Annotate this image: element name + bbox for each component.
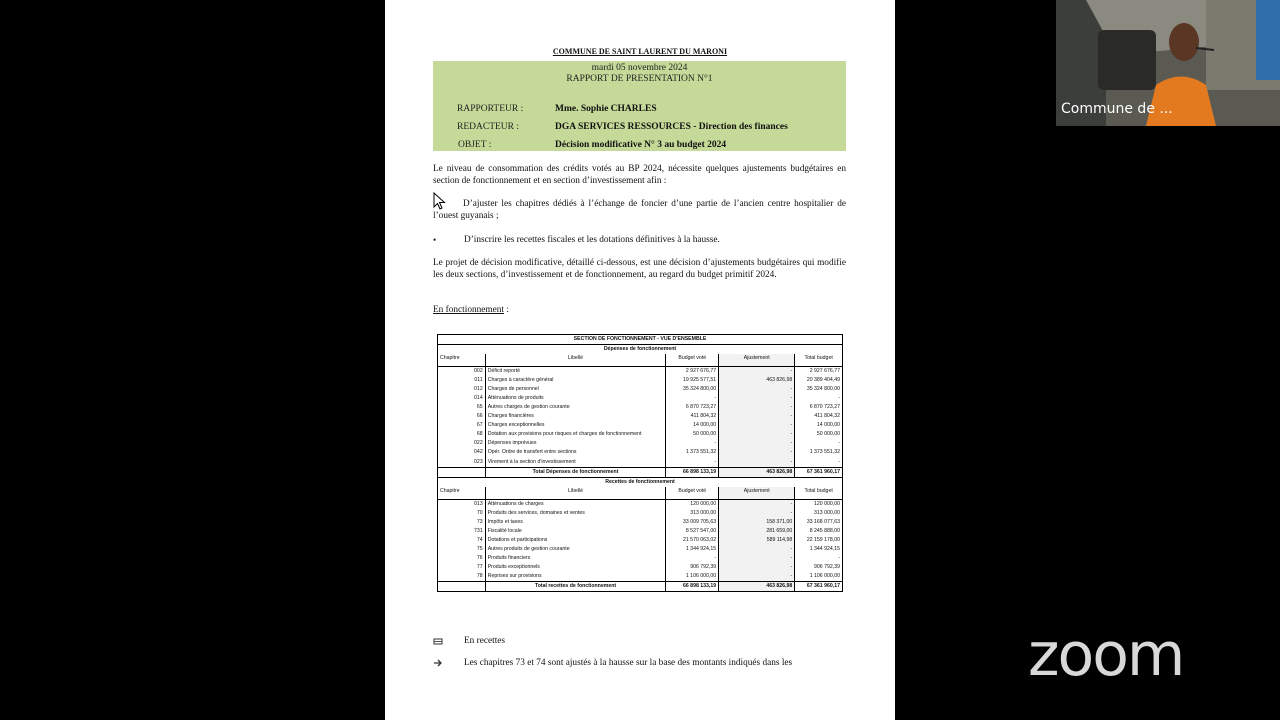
table-row <box>438 430 843 439</box>
table-cell: - <box>666 394 719 403</box>
bullet-item-2: D’inscrire les recettes fiscales et les dotations définitives à la hausse. <box>464 235 720 245</box>
depenses-total-row-ajustement: 463 826,98 <box>719 467 795 477</box>
last-line: Les chapitres 73 et 74 sont ajustés à la hausse sur la base des montants indiqués dans les <box>464 658 793 668</box>
table-row <box>438 545 843 554</box>
box-bullet-icon <box>433 637 444 646</box>
recettes-column-header <box>438 487 843 500</box>
recettes-total-row-cell <box>438 582 486 592</box>
depenses-column-header <box>438 354 843 367</box>
table-cell: - <box>795 554 843 563</box>
table-cell: - <box>719 554 795 563</box>
table-row <box>438 458 843 468</box>
table-cell: - <box>719 563 795 572</box>
table-cell: 2 927 676,77 <box>795 367 843 377</box>
table-cell: - <box>719 499 795 509</box>
table-cell: 33 009 705,63 <box>666 518 719 527</box>
depenses-total-row-cell <box>438 467 486 477</box>
recettes-col-4: Total budget <box>795 487 843 500</box>
objet-value: Décision modificative N° 3 au budget 2024 <box>555 140 727 150</box>
table-cell: - <box>719 421 795 430</box>
table-cell: 76 <box>438 554 486 563</box>
table-cell: Fiscalité locale <box>485 527 666 536</box>
arrow-bullet-icon <box>433 659 443 668</box>
rapporteur-label: RAPPORTEUR : <box>457 104 524 114</box>
table-cell: 77 <box>438 563 486 572</box>
depenses-col-4: Total budget <box>795 354 843 367</box>
table-cell: - <box>719 430 795 439</box>
table-cell: - <box>719 394 795 403</box>
table-cell: 6 870 723,27 <box>795 403 843 412</box>
table-cell: - <box>719 448 795 457</box>
table-cell: - <box>719 458 795 468</box>
report-title: RAPPORT DE PRESENTATION N°1 <box>566 74 713 84</box>
table-cell: 75 <box>438 545 486 554</box>
table-cell: 120 000,00 <box>666 499 719 509</box>
recettes-title <box>438 477 843 487</box>
table-cell: Atténuations de produits <box>485 394 666 403</box>
table-row <box>438 367 843 377</box>
table-cell: Reprises sur provisions <box>485 572 666 582</box>
recettes-total-row-label: Total recettes de fonctionnement <box>485 582 666 592</box>
table-cell: 19 925 577,51 <box>666 376 719 385</box>
bullet-mark: • <box>433 235 437 245</box>
table-cell: 14 000,00 <box>666 421 719 430</box>
table-cell: 1 106 000,00 <box>795 572 843 582</box>
recettes-col-3: Ajustement <box>719 487 795 500</box>
recettes-col-0: Chapitre <box>438 487 486 500</box>
table-cell: - <box>666 554 719 563</box>
table-cell: Produits exceptionnels <box>485 563 666 572</box>
table-cell: 22 159 178,00 <box>795 536 843 545</box>
table-cell: 1 344 924,15 <box>666 545 719 554</box>
table-cell: 35 324 800,00 <box>666 385 719 394</box>
commune-title: COMMUNE DE SAINT LAURENT DU MARONI <box>552 47 728 56</box>
table-cell: - <box>719 412 795 421</box>
table-cell: - <box>795 439 843 448</box>
decision-paragraph: Le projet de décision modificative, détaillé ci-dessous, est une décision d’ajustements budgétaires qui modifie les deux sections, d’investissement et de fonctionnement, au regard du budget primitif 2024. <box>433 258 846 280</box>
intro-paragraph: Le niveau de consommation des crédits votés au BP 2024, nécessite quelques ajustements budgétaires en section de fonctionnement et en section d’investissement afin : <box>433 164 846 186</box>
table-row <box>438 509 843 518</box>
table-cell: 70 <box>438 509 486 518</box>
table-cell: 65 <box>438 403 486 412</box>
table-cell: 1 106 000,00 <box>666 572 719 582</box>
table-row <box>438 439 843 448</box>
participant-video-tile[interactable] <box>1056 0 1280 126</box>
table-cell: 73 <box>438 518 486 527</box>
table-cell: 8 245 888,00 <box>795 527 843 536</box>
report-header-box <box>433 61 846 151</box>
table-row <box>438 412 843 421</box>
depenses-title <box>438 345 843 355</box>
table-cell: 012 <box>438 385 486 394</box>
table-cell: 411 804,32 <box>795 412 843 421</box>
table-cell: 906 792,39 <box>795 563 843 572</box>
table-cell: Atténuations de charges <box>485 499 666 509</box>
depenses-total-row <box>438 467 843 477</box>
section-heading <box>433 305 846 317</box>
table-row <box>438 499 843 509</box>
table-cell: - <box>795 394 843 403</box>
table-cell: 281 659,00 <box>719 527 795 536</box>
table-row <box>438 563 843 572</box>
table-cell: 158 371,00 <box>719 518 795 527</box>
table-cell: 313 000,00 <box>666 509 719 518</box>
table-cell: 2 927 676,77 <box>666 367 719 377</box>
table-cell: 14 000,00 <box>795 421 843 430</box>
table-cell: - <box>719 509 795 518</box>
table-cell: Virement à la section d'investissement <box>485 458 666 468</box>
table-cell: - <box>666 439 719 448</box>
table-cell: - <box>719 367 795 377</box>
table-cell: 463 826,98 <box>719 376 795 385</box>
table-cell: 6 870 723,27 <box>666 403 719 412</box>
shared-document <box>385 0 895 720</box>
table-cell: 68 <box>438 430 486 439</box>
table-cell: 8 527 547,00 <box>666 527 719 536</box>
table-cell: 011 <box>438 376 486 385</box>
table-cell: Dotations et participations <box>485 536 666 545</box>
table-row <box>438 572 843 582</box>
table-cell: Charges financières <box>485 412 666 421</box>
table-cell: 411 804,32 <box>666 412 719 421</box>
participant-name: Commune de ... <box>1061 101 1173 117</box>
redacteur-value: DGA SERVICES RESSOURCES - Direction des finances <box>555 122 788 132</box>
depenses-col-2: Budget voté <box>666 354 719 367</box>
depenses-title-label: Dépenses de fonctionnement <box>438 345 843 355</box>
report-date: mardi 05 novembre 2024 <box>591 63 688 73</box>
table-row <box>438 385 843 394</box>
table-cell: 35 324 800,00 <box>795 385 843 394</box>
depenses-col-1: Libellé <box>485 354 666 367</box>
zoom-logo: zoom <box>1028 620 1184 690</box>
table-cell: 21 570 063,02 <box>666 536 719 545</box>
table-cell: 120 000,00 <box>795 499 843 509</box>
table-cell: 67 <box>438 421 486 430</box>
table-cell: 1 373 551,32 <box>666 448 719 457</box>
table-cell: - <box>719 572 795 582</box>
recettes-col-1: Libellé <box>485 487 666 500</box>
recettes-total-row-budget: 66 898 133,19 <box>666 582 719 592</box>
table-cell: 906 792,39 <box>666 563 719 572</box>
table-cell: 042 <box>438 448 486 457</box>
recettes-title-label: Recettes de fonctionnement <box>438 477 843 487</box>
table-row <box>438 527 843 536</box>
table-cell: - <box>719 545 795 554</box>
table-cell: - <box>719 403 795 412</box>
table-cell: 74 <box>438 536 486 545</box>
table-title-label: SECTION DE FONCTIONNEMENT - VUE D'ENSEMBLE <box>438 335 843 345</box>
table-cell: 589 114,98 <box>719 536 795 545</box>
table-cell: Produits des services, domaines et ventes <box>485 509 666 518</box>
table-cell: Charges à caractère général <box>485 376 666 385</box>
table-cell: 014 <box>438 394 486 403</box>
table-cell: Opér. Ordre de transfert entre sections <box>485 448 666 457</box>
depenses-total-row-budget: 66 898 133,19 <box>666 467 719 477</box>
recettes-total-row <box>438 582 843 592</box>
table-cell: - <box>795 458 843 468</box>
table-cell: 022 <box>438 439 486 448</box>
budget-table <box>437 334 843 592</box>
table-cell: 023 <box>438 458 486 468</box>
table-cell: 78 <box>438 572 486 582</box>
mouse-cursor-icon <box>433 192 446 210</box>
section-heading-colon: : <box>504 305 509 315</box>
table-cell: 66 <box>438 412 486 421</box>
table-cell: Autres charges de gestion courante <box>485 403 666 412</box>
redacteur-label: REDACTEUR : <box>457 122 520 132</box>
table-cell: Dépenses imprévues <box>485 439 666 448</box>
table-cell: 731 <box>438 527 486 536</box>
table-cell: - <box>719 385 795 394</box>
table-row <box>438 518 843 527</box>
table-row <box>438 554 843 563</box>
depenses-total-row-label: Total Dépenses de fonctionnement <box>485 467 666 477</box>
table-cell: Produits financiers <box>485 554 666 563</box>
table-cell: 013 <box>438 499 486 509</box>
table-cell: 33 168 077,63 <box>795 518 843 527</box>
table-cell: 1 373 551,32 <box>795 448 843 457</box>
rapporteur-value: Mme. Sophie CHARLES <box>555 104 657 114</box>
recettes-col-2: Budget voté <box>666 487 719 500</box>
table-cell: 1 344 924,15 <box>795 545 843 554</box>
table-cell: - <box>719 439 795 448</box>
section-heading-text: En fonctionnement <box>433 305 504 315</box>
table-cell: 20 389 404,49 <box>795 376 843 385</box>
table-cell: 50 000,00 <box>795 430 843 439</box>
table-cell: Dotation aux provisions pour risques et charges de fonctionnement <box>485 430 666 439</box>
bullet-item-1: D’ajuster les chapitres dédiés à l’échange de foncier d’une partie de l’ancien centre hospitalier de l’ouest guyanais ; <box>433 199 846 221</box>
table-cell: Autres produits de gestion courante <box>485 545 666 554</box>
table-row <box>438 394 843 403</box>
table-row <box>438 421 843 430</box>
table-cell: Déficit reporté <box>485 367 666 377</box>
recettes-total-row-ajustement: 463 826,98 <box>719 582 795 592</box>
objet-label: OBJET : <box>458 140 492 150</box>
table-title <box>438 335 843 345</box>
depenses-col-0: Chapitre <box>438 354 486 367</box>
table-row <box>438 376 843 385</box>
table-row <box>438 403 843 412</box>
table-cell: - <box>666 458 719 468</box>
table-row <box>438 448 843 457</box>
table-row <box>438 536 843 545</box>
table-cell: Charges de personnel <box>485 385 666 394</box>
table-cell: 313 000,00 <box>795 509 843 518</box>
depenses-col-3: Ajustement <box>719 354 795 367</box>
recettes-heading: En recettes <box>464 636 506 646</box>
table-cell: 002 <box>438 367 486 377</box>
table-cell: 50 000,00 <box>666 430 719 439</box>
table-cell: Impôts et taxes <box>485 518 666 527</box>
depenses-total-row-total: 67 361 960,17 <box>795 467 843 477</box>
recettes-total-row-total: 67 361 960,17 <box>795 582 843 592</box>
table-cell: Charges exceptionnelles <box>485 421 666 430</box>
